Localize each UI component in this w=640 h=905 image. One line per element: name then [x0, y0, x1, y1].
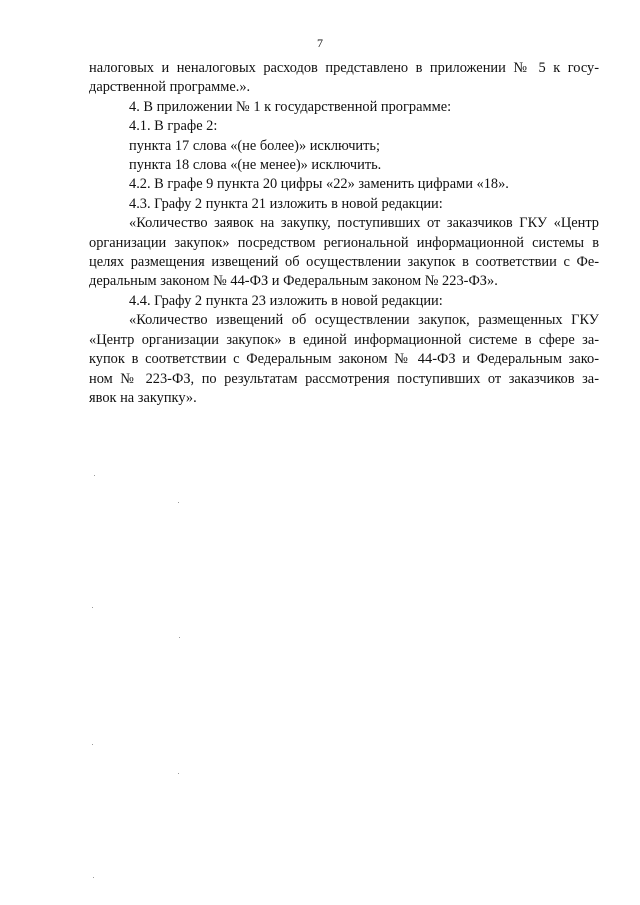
text-line: купок в соответствии с Федеральным законом № 44-ФЗ и Федеральным зако- [89, 351, 599, 368]
text-line: явок на закупку». [89, 389, 197, 406]
scan-speck [179, 637, 180, 638]
text-line: 4.3. Графу 2 пункта 21 изложить в новой редакции: [129, 195, 443, 212]
scan-speck [178, 773, 179, 774]
text-line: дарственной программе.». [89, 79, 251, 96]
text-line: организации закупок» посредством региональной информационной системы в [89, 234, 599, 251]
page-number: 7 [317, 36, 323, 50]
text-line: налоговых и неналоговых расходов представлено в приложении № 5 к госу- [89, 60, 599, 76]
text-line: пункта 18 слова «(не менее)» исключить. [129, 157, 382, 174]
text-line: пункта 17 слова «(не более)» исключить; [129, 137, 380, 154]
text-line: 4.2. В графе 9 пункта 20 цифры «22» заменить цифрами «18». [129, 176, 509, 193]
text-line: «Количество заявок на закупку, поступивших от заказчиков ГКУ «Центр [129, 215, 599, 232]
text-line: ном № 223-ФЗ, по результатам рассмотрения поступивших от заказчиков за- [89, 370, 599, 387]
scan-speck [94, 475, 95, 476]
scan-speck [178, 502, 179, 503]
scan-speck [93, 877, 94, 878]
text-line: «Количество извещений об осуществлении закупок, размещенных ГКУ [129, 312, 599, 329]
scan-speck [92, 607, 93, 608]
text-line: 4.4. Графу 2 пункта 23 изложить в новой редакции: [129, 292, 443, 309]
document-body [89, 59, 599, 408]
text-line: 4.1. В графе 2: [129, 118, 218, 135]
text-line: 4. В приложении № 1 к государственной программе: [129, 98, 452, 115]
text-line: деральным законом № 44-ФЗ и Федеральным законом № 223-ФЗ». [89, 273, 498, 290]
text-line: «Центр организации закупок» в единой информационной системе в сфере за- [89, 331, 599, 348]
scan-speck [92, 744, 93, 745]
text-line: целях размещения извещений об осуществлении закупок в соответствии с Фе- [89, 254, 599, 271]
